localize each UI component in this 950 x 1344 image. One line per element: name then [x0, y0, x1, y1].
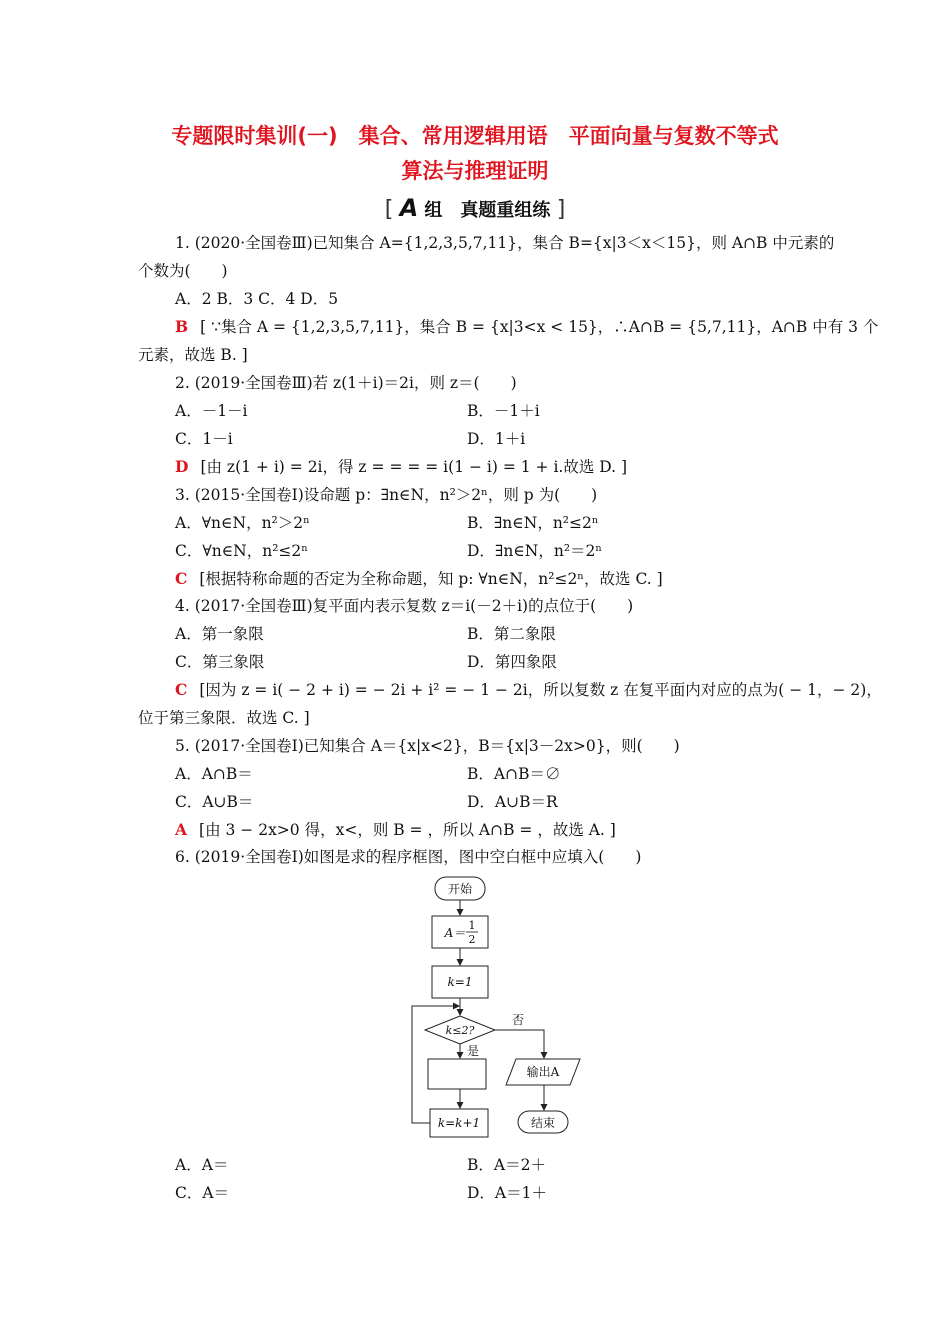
q3-option-d: D．∃n∈N，n²＝2ⁿ [467, 542, 603, 560]
group-label: 组 真题重组练 [424, 200, 551, 221]
q3-option-a: A．∀n∈N，n²＞2ⁿ [175, 514, 310, 532]
q1-stem-2: 个数为( ) [138, 262, 228, 280]
q6-option-a: A．A＝ [175, 1156, 229, 1174]
q4-option-d: D．第四象限 [467, 653, 557, 671]
q4-answer: C [175, 680, 188, 699]
q2-option-d: D．1＋i [467, 430, 526, 448]
q2-explanation: D [由 z(1 + i) = 2i，得 z = = = = i(1 − i) = 1 + i.故选 D. ] [175, 457, 628, 476]
q6-option-c: C．A＝ [175, 1184, 230, 1202]
q4-explanation-1: C [因为 z = i( − 2 + i) = − 2i + i² = − 1 − 2i，所以复数 z 在复平面内对应的点为( − 1，− 2)， [175, 680, 882, 699]
q3-stem: 3. (2015·全国卷Ⅰ)设命题 p：∃n∈N，n²＞2ⁿ，则 p 为( ) [175, 486, 598, 504]
flow-condition-label: k≤2? [445, 1024, 475, 1037]
q5-option-b: B．A∩B＝∅ [467, 765, 561, 783]
title-line-2: 算法与推理证明 [401, 159, 549, 183]
q5-stem: 5. (2017·全国卷Ⅰ)已知集合 A＝{x|x<2}，B＝{x|3－2x>0}，则( ) [175, 737, 680, 755]
q6-option-d: D．A＝1＋ [467, 1184, 547, 1202]
q6-stem: 6. (2019·全国卷Ⅰ)如图是求的程序框图，图中空白框中应填入( ) [175, 848, 642, 866]
group-letter: A [399, 194, 419, 222]
flow-output-label: 输出A [526, 1065, 560, 1079]
q2-option-c: C．1－i [175, 430, 233, 448]
flow-fraction-denominator: 2 [468, 933, 476, 946]
q2-option-b: B．－1＋i [467, 402, 540, 420]
flowchart [400, 873, 600, 1143]
bracket-close: ] [556, 197, 566, 222]
q4-option-b: B．第二象限 [467, 625, 556, 643]
flow-yes-label: 是 [466, 1044, 480, 1058]
q3-option-c: C．∀n∈N，n²≤2ⁿ [175, 542, 308, 560]
flow-end-label: 结束 [530, 1116, 556, 1130]
q4-explanation-2: 位于第三象限．故选 C. ] [138, 709, 310, 727]
q1-answer: B [175, 317, 189, 336]
q1-explanation-2: 元素，故选 B. ] [138, 346, 248, 364]
q5-option-c: C．A∪B＝ [175, 793, 254, 811]
q5-explanation: A [由 3 − 2x>0 得，x<，则 B = ，所以 A∩B = ，故选 A. ] [175, 820, 616, 839]
q4-option-c: C．第三象限 [175, 653, 265, 671]
q2-stem: 2. (2019·全国卷Ⅲ)若 z(1＋i)＝2i，则 z＝( ) [175, 374, 517, 392]
title-line-1: 专题限时集训(一) 集合、常用逻辑用语 平面向量与复数不等式 [171, 124, 779, 148]
flow-fraction-numerator: 1 [468, 919, 476, 932]
q3-option-b: B．∃n∈N，n²≤2ⁿ [467, 514, 599, 532]
q2-answer: D [175, 457, 189, 476]
flow-no-label: 否 [511, 1013, 525, 1027]
flow-assign-a-label: A＝ [444, 926, 466, 940]
flow-assign-k-label: k=1 [447, 975, 473, 989]
q4-option-a: A．第一象限 [175, 625, 264, 643]
q1-options: A．2 B．3 C．4 D．5 [175, 290, 339, 308]
q5-answer: A [175, 820, 188, 839]
flow-increment-label: k=k+1 [437, 1116, 481, 1130]
q2-option-a: A．－1－i [175, 402, 248, 420]
group-heading [0, 194, 950, 222]
q3-answer: C [175, 569, 188, 588]
bracket-open: [ [384, 197, 394, 222]
q4-stem: 4. (2017·全国卷Ⅲ)复平面内表示复数 z＝i(－2＋i)的点位于( ) [175, 597, 634, 615]
q5-option-d: D．A∪B＝R [467, 793, 558, 811]
flow-blank-box [428, 1059, 486, 1089]
q5-option-a: A．A∩B＝ [175, 765, 253, 783]
q1-stem-1: 1. (2020·全国卷Ⅲ)已知集合 A={1,2,3,5,7,11}，集合 B={x|3＜x＜15}，则 A∩B 中元素的 [175, 234, 835, 252]
q1-explanation-1: B [ ∵集合 A = {1,2,3,5,7,11}，集合 B = {x|3<x < 15}，∴A∩B = {5,7,11}，A∩B 中有 3 个 [175, 317, 879, 336]
q3-explanation: C [根据特称命题的否定为全称命题，知 p: ∀n∈N，n²≤2ⁿ，故选 C. ] [175, 569, 663, 588]
q6-option-b: B．A＝2＋ [467, 1156, 546, 1174]
flow-start-label: 开始 [447, 882, 473, 896]
